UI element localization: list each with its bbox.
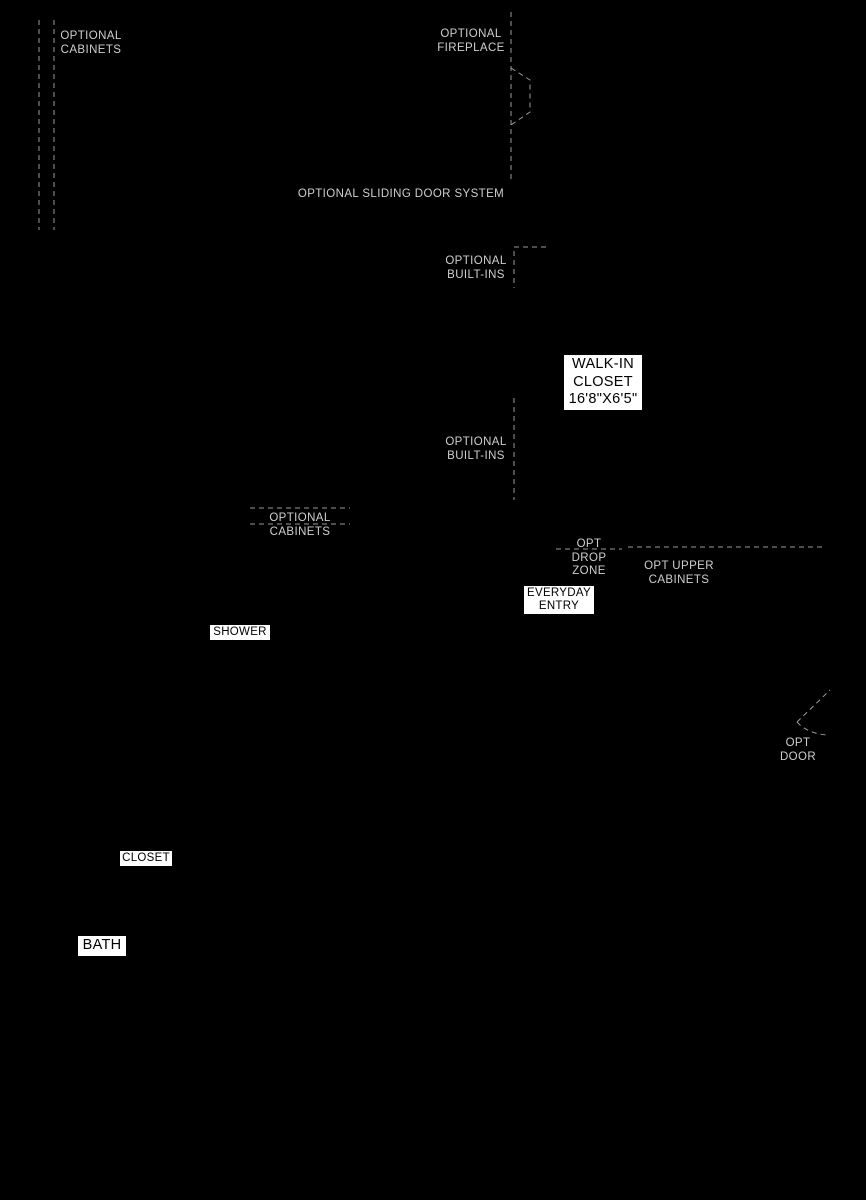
optional-cabinets-top-note: OPTIONAL CABINETS [60, 30, 122, 56]
shower-label: SHOWER [210, 625, 270, 640]
optional-sliding-door-note: OPTIONAL SLIDING DOOR SYSTEM [297, 188, 505, 200]
optional-builtins-upper-outline [514, 247, 546, 288]
optional-fireplace-outline [511, 68, 530, 125]
optional-cabinets-mid-note: OPTIONAL CABINETS [269, 512, 331, 538]
opt-door-note: OPT DOOR [779, 737, 817, 763]
everyday-entry-label: EVERYDAY ENTRY [524, 586, 594, 614]
opt-upper-cabinets-note: OPT UPPER CABINETS [644, 560, 714, 586]
walk-in-closet-label: WALK-IN CLOSET 16'8"X6'5" [564, 355, 642, 410]
opt-door-swing-arc [797, 722, 828, 735]
closet-label: CLOSET [120, 851, 172, 866]
bath-label: BATH [78, 936, 126, 956]
optional-fireplace-note: OPTIONAL FIREPLACE [437, 28, 505, 54]
optional-builtins-upper-note: OPTIONAL BUILT-INS [445, 255, 507, 281]
opt-drop-zone-note: OPT DROP ZONE [571, 538, 607, 577]
opt-door-leaf [797, 690, 830, 722]
optional-builtins-lower-note: OPTIONAL BUILT-INS [445, 436, 507, 462]
